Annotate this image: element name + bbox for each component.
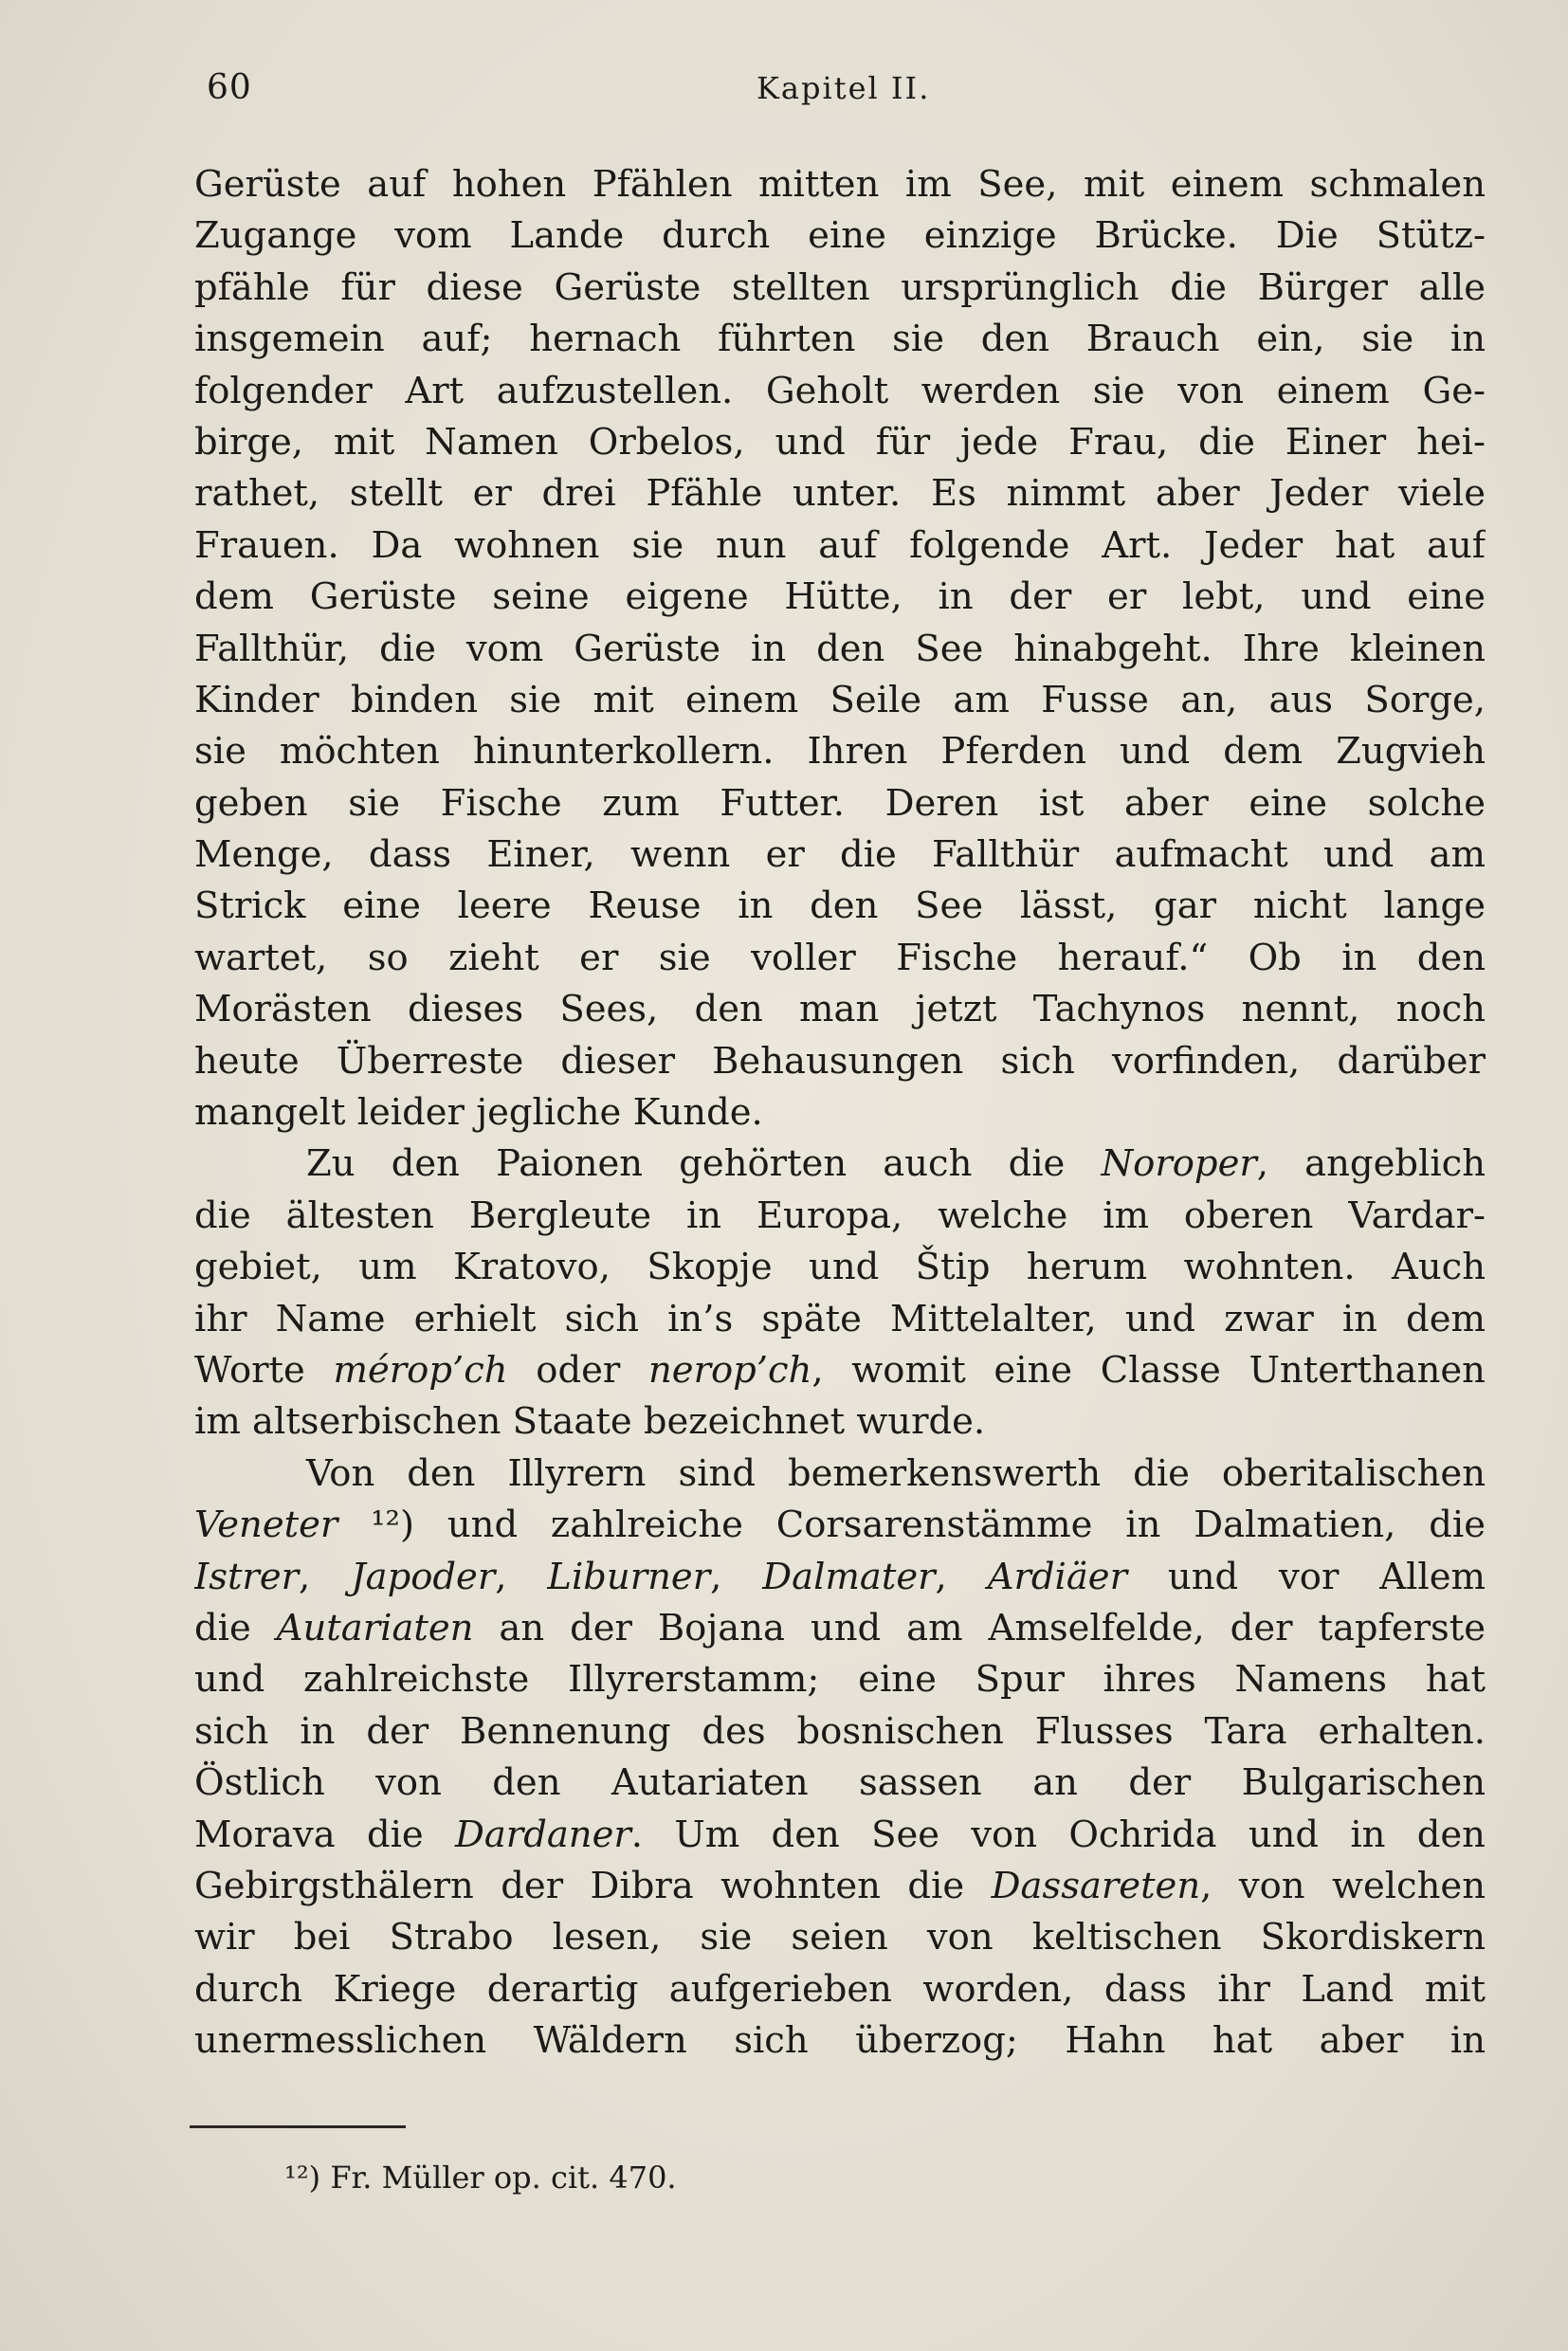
footnote-reference: ¹² <box>337 1504 400 1547</box>
text-line <box>194 2015 1486 2067</box>
body-text <box>194 159 1486 2067</box>
text-line <box>194 1861 1486 1912</box>
text-run: durch Kriege derartig aufgerieben worden, dass ihr Land mit <box>194 1967 1486 2011</box>
footnote-divider <box>190 2125 406 2128</box>
text-run: oder <box>507 1348 648 1392</box>
text-line: heute Überreste dieser Behausungen sich vorfinden, darüber <box>194 1039 1486 1083</box>
paragraph-2 <box>194 1139 1486 1448</box>
text-line <box>194 1706 1486 1758</box>
text-run: Worte <box>194 1348 334 1392</box>
paragraph-1 <box>194 159 1486 1139</box>
paragraph-3 <box>194 1449 1486 2068</box>
text-line: sie möchten hinunterkollern. Ihren Pferden und dem Zugvieh <box>194 730 1486 774</box>
italic-name: Dassareten <box>991 1864 1201 1907</box>
text-line <box>194 1294 1486 1345</box>
italic-name: Dardaner <box>454 1813 631 1856</box>
italic-name: Ardiäer <box>987 1555 1127 1598</box>
text-line: Kinder binden sie mit einem Seile am Fusse an, aus Sorge, <box>194 678 1486 721</box>
italic-term: nerop’ch <box>647 1348 812 1392</box>
italic-term: mérop’ch <box>333 1348 508 1392</box>
text-line: dem Gerüste seine eigene Hütte, in der er lebt, und eine <box>194 575 1486 619</box>
text-run: und vor Allem <box>1127 1555 1486 1598</box>
text-run: an der Bojana und am Amselfelde, der tapferste <box>473 1606 1486 1649</box>
text-line: wartet, so zieht er sie voller Fische herauf.“ Ob in den <box>194 936 1486 979</box>
text-line: birge, mit Namen Orbelos, und für jede Frau, die Einer hei- <box>194 420 1486 464</box>
italic-name: Noroper <box>1101 1142 1257 1186</box>
text-run: , womit eine Classe Unterthanen <box>811 1348 1486 1392</box>
footnote-marker: ¹²) <box>284 2160 321 2196</box>
text-run: , von welchen <box>1200 1864 1486 1907</box>
text-run: , <box>495 1555 548 1598</box>
text-line <box>194 1396 1486 1448</box>
footnote-text: Fr. Müller op. cit. 470. <box>330 2160 677 2196</box>
text-run: die <box>194 1606 277 1649</box>
italic-name: Istrer <box>194 1555 300 1598</box>
text-run: sich in der Bennenung des bosnischen Flusses Tara erhalten. <box>194 1709 1486 1753</box>
text-line: folgender Art aufzustellen. Geholt werden sie von einem Ge- <box>194 369 1486 412</box>
text-line: geben sie Fische zum Futter. Deren ist aber eine solche <box>194 781 1486 825</box>
italic-name: Veneter <box>194 1504 338 1547</box>
page-number: 60 <box>207 68 252 107</box>
italic-name: Autariaten <box>276 1606 474 1649</box>
text-run: Gebirgsthälern der Dibra wohnten die <box>194 1864 992 1907</box>
italic-name: Dalmater <box>762 1555 936 1598</box>
text-run: ) und zahlreiche Corsarenstämme in Dalmatien, die <box>400 1504 1486 1547</box>
page-header <box>207 68 1477 116</box>
italic-name: Japoder <box>351 1555 496 1598</box>
text-line <box>194 1500 1486 1551</box>
text-line: Fallthür, die vom Gerüste in den See hinabgeht. Ihre kleinen <box>194 627 1486 670</box>
text-line: rathet, stellt er drei Pfähle unter. Es nimmt aber Jeder viele <box>194 472 1486 516</box>
text-run: ihr Name erhielt sich in’s späte Mittelalter, und zwar in dem <box>194 1297 1486 1340</box>
footnote <box>284 2160 677 2196</box>
text-run: und zahlreichste Illyrerstamm; eine Spur ihres Namens hat <box>194 1658 1486 1702</box>
text-line: Gerüste auf hohen Pfählen mitten im See, mit einem schmalen <box>194 163 1486 206</box>
text-line <box>194 1603 1486 1654</box>
text-run: gebiet, um Kratovo, Skopje und Štip herum wohnten. Auch <box>194 1246 1486 1289</box>
text-run: Östlich von den Autariaten sassen an der Bulgarischen <box>194 1761 1486 1805</box>
text-run: . Um den See von Ochrida und in den <box>630 1813 1486 1856</box>
running-head: Kapitel II. <box>757 70 931 106</box>
text-line <box>194 1191 1486 1242</box>
text-run: , <box>299 1555 352 1598</box>
text-line <box>194 1758 1486 1809</box>
text-run: wir bei Strabo lesen, sie seien von keltischen Skordiskern <box>194 1916 1486 1959</box>
text-line: Strick eine leere Reuse in den See lässt, gar nicht lange <box>194 884 1486 928</box>
text-line <box>194 1552 1486 1603</box>
text-line: Menge, dass Einer, wenn er die Fallthür aufmacht und am <box>194 833 1486 877</box>
text-line: Frauen. Da wohnen sie nun auf folgende Art. Jeder hat auf <box>194 523 1486 567</box>
text-run: Zu den Paionen gehörten auch die <box>306 1142 1102 1186</box>
text-run: Morava die <box>194 1813 455 1856</box>
text-line <box>194 1345 1486 1396</box>
text-line <box>194 1654 1486 1705</box>
text-line: Zugange vom Lande durch eine einzige Brücke. Die Stütz- <box>194 214 1486 258</box>
text-line: insgemein auf; hernach führten sie den Brauch ein, sie in <box>194 318 1486 361</box>
text-line: Morästen dieses Sees, den man jetzt Tachynos nennt, noch <box>194 988 1486 1031</box>
text-line <box>194 1964 1486 2015</box>
text-line <box>194 1810 1486 1861</box>
text-line: mangelt leider jegliche Kunde. <box>194 1091 763 1135</box>
text-line: pfähle für diese Gerüste stellten ursprünglich die Bürger alle <box>194 265 1486 309</box>
text-run: , <box>710 1555 763 1598</box>
text-run: unermesslichen Wäldern sich überzog; Hahn hat aber in <box>194 2019 1486 2063</box>
text-run: Von den Illyrern sind bemerkenswerth die oberitalischen <box>306 1451 1486 1495</box>
text-line <box>194 1242 1486 1293</box>
italic-name: Liburner <box>547 1555 711 1598</box>
text-run: im altserbischen Staate bezeichnet wurde. <box>194 1400 986 1444</box>
text-run: , <box>935 1555 988 1598</box>
text-line <box>194 1912 1486 1963</box>
text-run: die ältesten Bergleute in Europa, welche im oberen Vardar- <box>194 1194 1486 1237</box>
text-run: , angeblich <box>1256 1142 1486 1186</box>
text-line <box>194 1139 1486 1190</box>
text-line <box>194 1449 1486 1500</box>
